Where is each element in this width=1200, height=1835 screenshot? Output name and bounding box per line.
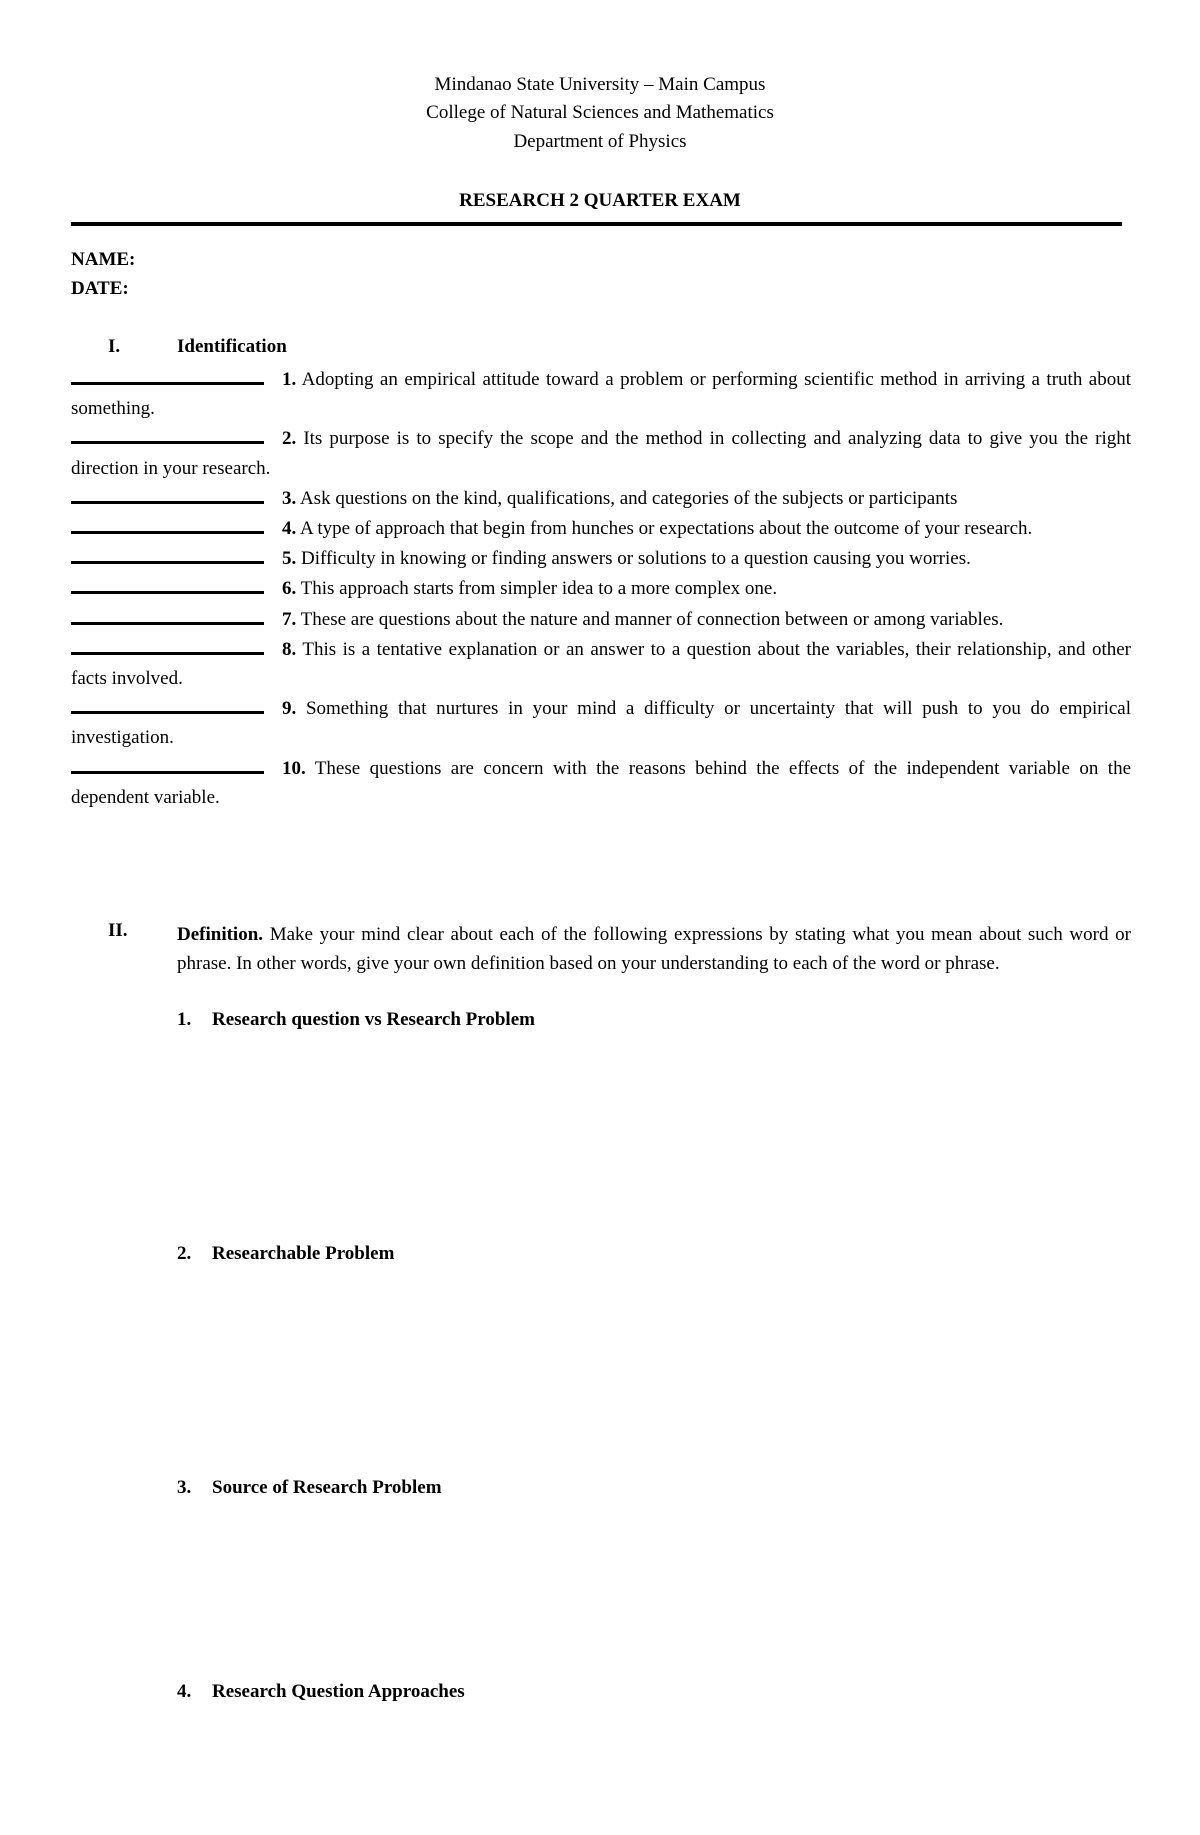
definition-item [177, 1009, 535, 1031]
answer-blank[interactable] [71, 573, 264, 594]
identification-item [71, 604, 1131, 634]
item-number: 4. [177, 1681, 192, 1702]
item-number: 3. [282, 487, 297, 509]
item-number: 10. [282, 757, 306, 779]
item-text: Research Question Approaches [212, 1681, 465, 1702]
item-number: 5. [282, 548, 297, 570]
identification-item [71, 573, 1131, 603]
identification-item [71, 364, 1131, 423]
identification-item [71, 513, 1131, 543]
item-number: 4. [282, 518, 297, 540]
identification-item [71, 423, 1131, 482]
answer-blank[interactable] [71, 753, 264, 774]
identification-list [71, 364, 1131, 812]
item-text: A type of approach that begin from hunches or expectations about the outcome of your research. [296, 518, 1033, 540]
item-text: These questions are concern with the reasons behind the effects of the independent variable on the dependent variable. [71, 757, 1131, 808]
item-text: This approach starts from simpler idea to a more complex one. [296, 578, 778, 600]
item-number: 2. [282, 428, 297, 450]
university-name: Mindanao State University – Main Campus [434, 74, 766, 95]
item-number: 2. [177, 1243, 192, 1264]
item-number: 3. [177, 1477, 192, 1498]
instructions-text: Make your mind clear about each of the following expressions by stating what you mean about such word or phrase. In other words, give your own definition based on your understanding to each of the word or phrase. [177, 924, 1131, 975]
identification-item [71, 634, 1131, 693]
definition-instructions [177, 920, 1131, 978]
item-number: 9. [282, 698, 297, 720]
identification-item [71, 483, 1131, 513]
answer-blank[interactable] [71, 604, 264, 625]
answer-blank[interactable] [71, 423, 264, 444]
department-name: Department of Physics [513, 131, 687, 152]
answer-blank[interactable] [71, 543, 264, 564]
answer-blank[interactable] [71, 693, 264, 714]
identification-item [71, 753, 1131, 812]
date-label: DATE: [71, 278, 129, 299]
item-number: 8. [282, 638, 297, 660]
item-number: 7. [282, 608, 297, 630]
item-text: Ask questions on the kind, qualifications, and categories of the subjects or participants [296, 487, 958, 509]
item-text: Something that nurtures in your mind a difficulty or uncertainty that will push to you do empirical investigation. [71, 698, 1131, 749]
section1-numeral: I. [108, 336, 121, 357]
identification-item [71, 693, 1131, 752]
name-label: NAME: [71, 249, 136, 270]
item-number: 1. [177, 1009, 192, 1030]
answer-blank[interactable] [71, 634, 264, 655]
item-text: This is a tentative explanation or an answer to a question about the variables, their relationship, and other facts involved. [71, 638, 1131, 690]
item-text: Research question vs Research Problem [212, 1009, 535, 1030]
section2-title: Definition. [177, 924, 264, 945]
college-name: College of Natural Sciences and Mathematics [426, 102, 774, 123]
item-text: Adopting an empirical attitude toward a problem or performing scientific method in arriving a truth about something. [71, 369, 1131, 420]
answer-blank[interactable] [71, 364, 264, 385]
definition-item [177, 1681, 465, 1703]
item-number: 6. [282, 578, 297, 600]
item-number: 1. [282, 369, 297, 390]
header-divider [71, 222, 1122, 226]
answer-blank[interactable] [71, 483, 264, 504]
definition-item [177, 1477, 442, 1499]
definition-item [177, 1243, 394, 1265]
section2-numeral: II. [108, 920, 128, 941]
item-text: Researchable Problem [212, 1243, 395, 1264]
item-text: These are questions about the nature and manner of connection between or among variables. [296, 608, 1004, 630]
section1-title: Identification [177, 336, 287, 357]
item-text: Its purpose is to specify the scope and the method in collecting and analyzing data to give you the right direction in your research. [71, 428, 1131, 479]
answer-blank[interactable] [71, 513, 264, 534]
exam-title: RESEARCH 2 QUARTER EXAM [459, 190, 741, 211]
identification-item [71, 543, 1131, 573]
item-text: Difficulty in knowing or finding answers or solutions to a question causing you worries. [296, 548, 971, 570]
item-text: Source of Research Problem [212, 1477, 442, 1498]
